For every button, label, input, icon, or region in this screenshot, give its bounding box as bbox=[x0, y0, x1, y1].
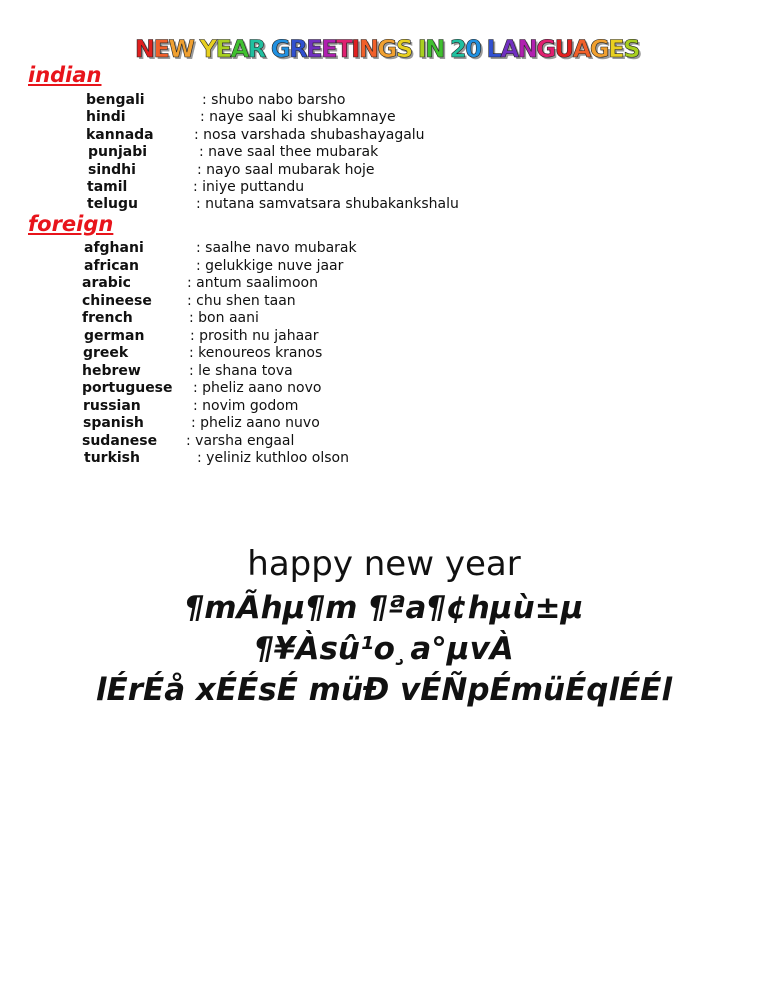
title-letter: W bbox=[168, 35, 194, 63]
title-letter: G bbox=[377, 35, 396, 63]
greeting-text: : antum saalimoon bbox=[187, 275, 318, 291]
language-name: german bbox=[84, 327, 145, 344]
title-letter: N bbox=[134, 35, 154, 63]
greeting-text: : nayo saal mubarak hoje bbox=[197, 161, 375, 178]
greeting-text: : naye saal ki shubkamnaye bbox=[200, 109, 396, 126]
greeting-text: : yeliniz kuthloo olson bbox=[197, 450, 349, 466]
title-letter: G bbox=[589, 35, 609, 63]
title-letter: E bbox=[215, 35, 231, 63]
title-letter: I bbox=[351, 35, 359, 63]
title-letter: G bbox=[270, 35, 290, 63]
greeting-line-2: ¶¥Àsû¹o¸a°µvÀ bbox=[254, 631, 514, 667]
title-letter: R bbox=[247, 35, 265, 63]
greeting-text: : iniye puttandu bbox=[193, 179, 305, 195]
greeting-text: : prosith nu jahaar bbox=[190, 327, 319, 344]
greeting-text: : saalhe navo mubarak bbox=[196, 240, 357, 256]
greeting-text: : le shana tova bbox=[189, 362, 293, 379]
language-name: arabic bbox=[82, 275, 131, 291]
title-letter: 2 bbox=[449, 35, 466, 63]
language-name: sindhi bbox=[88, 161, 136, 178]
greeting-text: : pheliz aano nuvo bbox=[191, 415, 320, 431]
language-name: portuguese bbox=[82, 380, 173, 396]
title-letter: L bbox=[486, 35, 501, 63]
language-name: tamil bbox=[87, 179, 128, 195]
language-name: hindi bbox=[86, 109, 126, 126]
title-letter: A bbox=[230, 35, 248, 63]
page-title bbox=[131, 34, 643, 64]
greeting-text: : nutana samvatsara shubakankshalu bbox=[196, 196, 459, 213]
title-letter: S bbox=[623, 35, 640, 63]
indian-heading: indian bbox=[28, 63, 102, 87]
title-letter: Y bbox=[199, 35, 216, 63]
title-letter: S bbox=[395, 35, 412, 63]
title-letter: E bbox=[608, 35, 624, 63]
title-letter: E bbox=[321, 35, 337, 63]
greeting-text: : chu shen taan bbox=[187, 292, 296, 309]
title-letter: E bbox=[306, 35, 322, 63]
language-name: kannada bbox=[86, 126, 154, 143]
greeting-text: : nosa varshada shubashayagalu bbox=[194, 126, 425, 143]
title-letter: N bbox=[517, 35, 537, 63]
title-letter: N bbox=[358, 35, 378, 63]
language-name: punjabi bbox=[88, 144, 148, 161]
greeting-line-1: ¶mÃhµ¶m ¶ªa¶¢hµù±µ bbox=[184, 590, 584, 626]
language-name: russian bbox=[83, 397, 141, 414]
title-letter: 0 bbox=[465, 35, 481, 63]
language-name: telugu bbox=[87, 196, 138, 213]
title-letter: I bbox=[417, 35, 426, 63]
title-letter: U bbox=[554, 35, 573, 63]
greeting-text: : varsha engaal bbox=[186, 432, 295, 449]
title-letter: G bbox=[536, 35, 555, 63]
language-name: african bbox=[84, 257, 139, 274]
greeting-text: : nave saal thee mubarak bbox=[199, 144, 379, 161]
language-name: greek bbox=[83, 345, 129, 361]
happy-new-year-text: happy new year bbox=[247, 544, 521, 584]
greeting-text: : pheliz aano novo bbox=[193, 380, 322, 396]
language-name: spanish bbox=[83, 415, 144, 431]
greeting-text: : bon aani bbox=[189, 310, 259, 326]
language-name: chineese bbox=[82, 292, 152, 309]
language-name: sudanese bbox=[82, 432, 158, 449]
language-name: afghani bbox=[84, 240, 144, 256]
foreign-heading: foreign bbox=[28, 212, 114, 236]
greeting-text: : gelukkige nuve jaar bbox=[196, 257, 344, 274]
title-letter: E bbox=[153, 35, 169, 63]
language-name: turkish bbox=[84, 450, 140, 466]
greeting-text: : kenoureos kranos bbox=[189, 345, 323, 361]
greeting-line-3: lÉrÉå xÉÉsÉ müÐ vÉÑpÉmüÉqlÉÉl bbox=[95, 672, 673, 708]
title-letter: R bbox=[289, 35, 307, 63]
title-letter: A bbox=[572, 35, 590, 63]
language-name: hebrew bbox=[82, 362, 141, 379]
language-name: french bbox=[82, 310, 133, 326]
greeting-text: : shubo nabo barsho bbox=[202, 92, 346, 108]
title-letter: A bbox=[500, 35, 518, 63]
language-name: bengali bbox=[86, 92, 145, 108]
title-letter: N bbox=[425, 35, 444, 63]
title-letter: T bbox=[336, 35, 352, 63]
greeting-text: : novim godom bbox=[193, 397, 299, 414]
